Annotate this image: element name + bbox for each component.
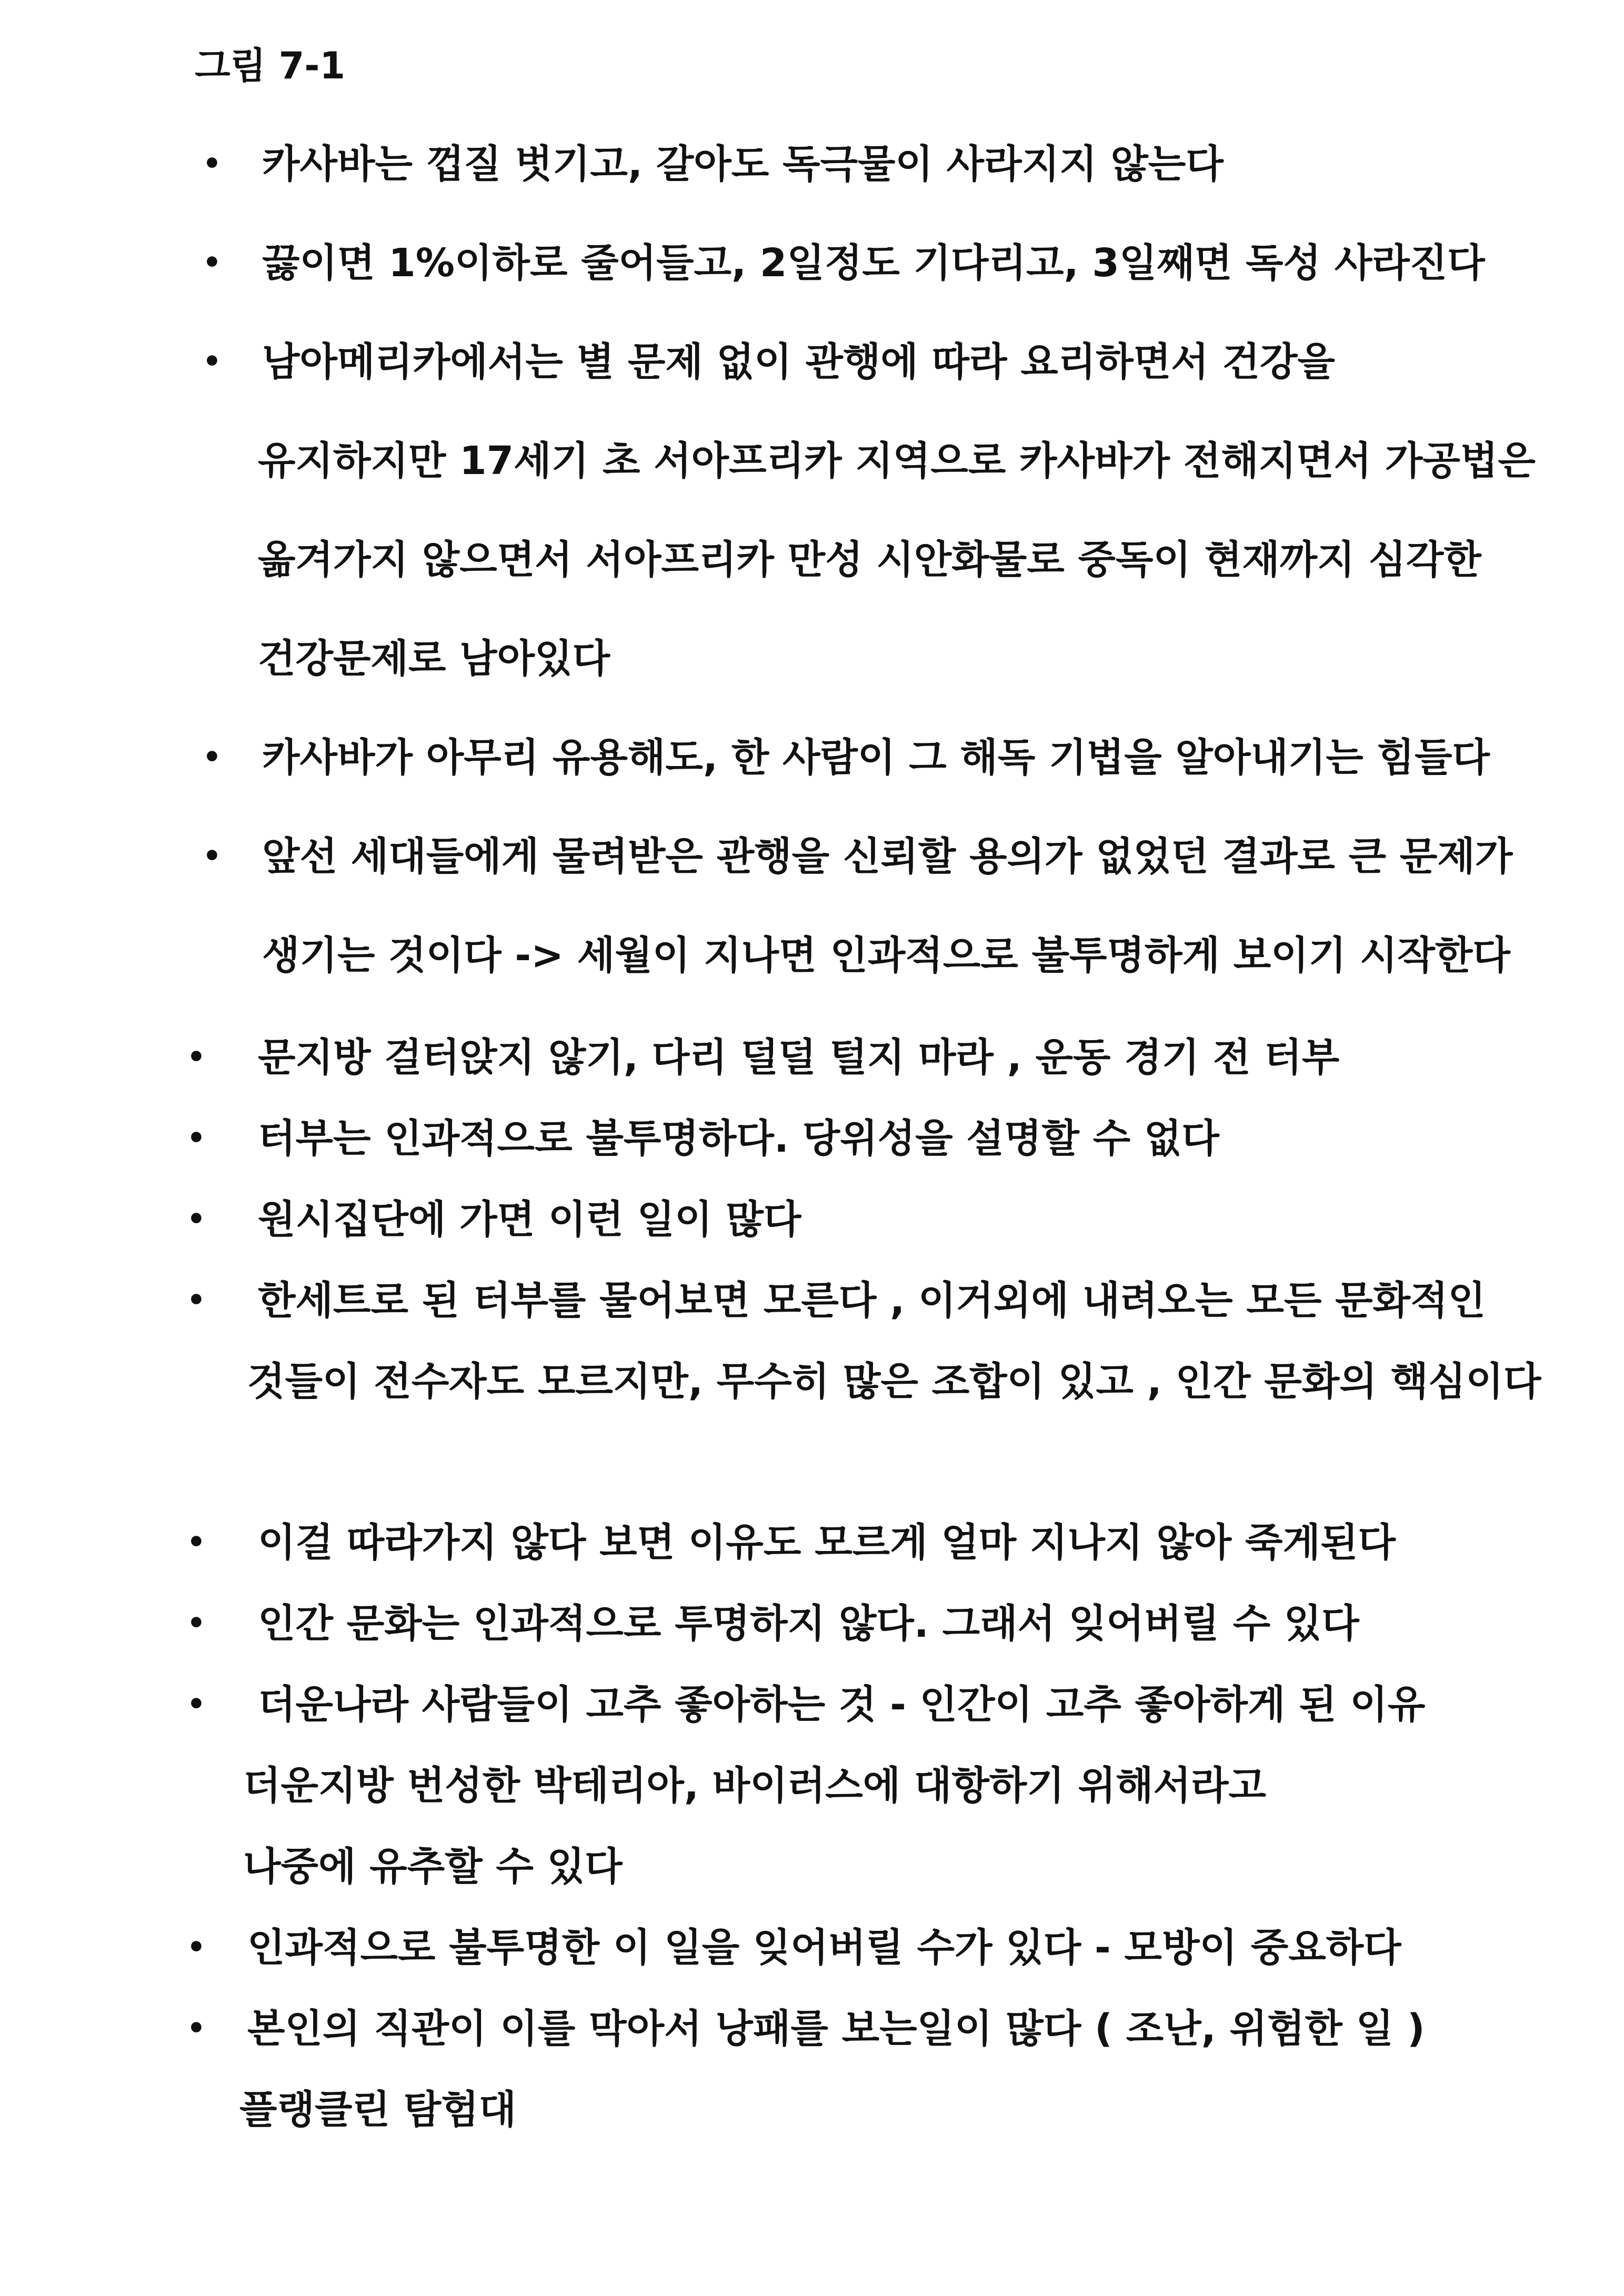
bullet-icon: • (203, 246, 222, 280)
text-line: 인간 문화는 인과적으로 투명하지 않다. 그래서 잊어버릴 수 있다 (258, 1601, 1359, 1646)
text-line: 카사바는 껍질 벗기고, 갈아도 독극물이 사라지지 않는다 (262, 142, 1224, 187)
bullet-icon: • (187, 1525, 206, 1559)
bullet-icon: • (203, 345, 222, 379)
text-line: 끓이면 1%이하로 줄어들고, 2일정도 기다리고, 3일째면 독성 사라진다 (262, 240, 1485, 286)
text-line: 터부는 인과적으로 불투명하다. 당위성을 설명할 수 없다 (258, 1116, 1219, 1161)
bullet-icon: • (187, 1687, 206, 1721)
text-line: 남아메리카에서는 별 문제 없이 관행에 따라 요리하면서 건강을 (262, 339, 1335, 385)
text-line: 원시집단에 가면 이런 일이 많다 (258, 1197, 801, 1242)
bullet-icon: • (187, 1606, 206, 1640)
bullet-icon: • (187, 1930, 206, 1965)
text-line: 것들이 전수자도 모르지만, 무수히 많은 조합이 있고 , 인간 문화의 핵심이다 (247, 1359, 1541, 1404)
bullet-icon: • (203, 839, 222, 873)
text-line: 건강문제로 남아있다 (258, 636, 610, 681)
bullet-icon: • (203, 740, 222, 774)
text-line: 생기는 것이다 -> 세월이 지나면 인과적으로 불투명하게 보이기 시작한다 (262, 933, 1510, 978)
bullet-icon: • (203, 147, 222, 181)
text-line: 플랭클린 탐험대 (239, 2087, 517, 2132)
text-line: 나중에 유추할 수 있다 (243, 1844, 623, 1889)
bullet-icon: • (187, 1202, 206, 1236)
bullet-icon: • (187, 1121, 206, 1155)
bullet-icon: • (187, 1040, 206, 1074)
text-line: 한세트로 된 터부를 물어보면 모른다 , 이거외에 내려오는 모든 문화적인 (258, 1278, 1486, 1323)
text-line: 유지하지만 17세기 초 서아프리카 지역으로 카사바가 전해지면서 가공법은 (258, 438, 1536, 484)
text-line: 이걸 따라가지 않다 보면 이유도 모르게 얼마 지나지 않아 죽게된다 (258, 1520, 1396, 1565)
text-line: 앞선 세대들에게 물려받은 관행을 신뢰할 용의가 없었던 결과로 큰 문제가 (262, 834, 1513, 879)
text-line: 카사바가 아무리 유용해도, 한 사람이 그 해독 기법을 알아내기는 힘들다 (262, 735, 1490, 780)
bullet-icon: • (187, 2011, 206, 2046)
text-line: 옮겨가지 않으면서 서아프리카 만성 시안화물로 중독이 현재까지 심각한 (258, 537, 1481, 582)
text-line: 인과적으로 불투명한 이 일을 잊어버릴 수가 있다 - 모방이 중요하다 (247, 1925, 1401, 1970)
figure-title: 그림 7-1 (195, 44, 346, 87)
text-line: 본인의 직관이 이를 막아서 낭패를 보는일이 많다 ( 조난, 위험한 일 ) (247, 2006, 1425, 2051)
text-line: 문지방 걸터앉지 않기, 다리 덜덜 털지 마라 , 운동 경기 전 터부 (258, 1035, 1340, 1080)
text-line: 더운나라 사람들이 고추 좋아하는 것 - 인간이 고추 좋아하게 된 이유 (258, 1682, 1426, 1727)
text-line: 더운지방 번성한 박테리아, 바이러스에 대항하기 위해서라고 (243, 1763, 1267, 1808)
bullet-icon: • (187, 1283, 206, 1317)
